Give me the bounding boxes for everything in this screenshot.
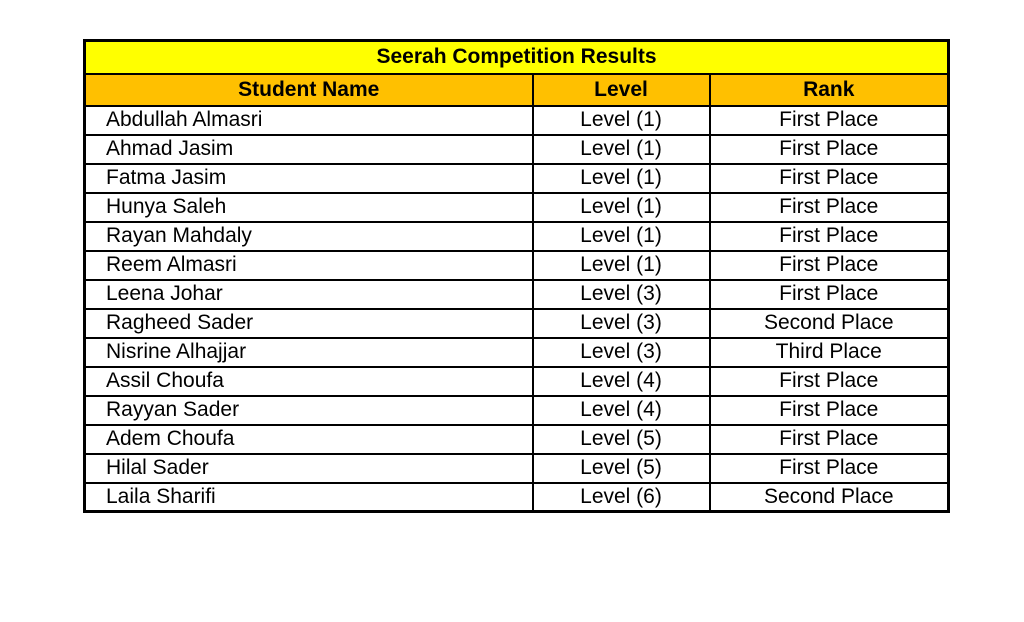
level-cell: Level (1) <box>533 135 710 164</box>
results-body <box>85 106 949 512</box>
rank-cell: First Place <box>710 135 949 164</box>
table-row <box>85 164 949 193</box>
rank-cell: Second Place <box>710 309 949 338</box>
level-cell: Level (1) <box>533 222 710 251</box>
table-row <box>85 425 949 454</box>
rank-cell: First Place <box>710 280 949 309</box>
header-rank: Rank <box>710 74 949 106</box>
rank-cell: First Place <box>710 367 949 396</box>
rank-cell: First Place <box>710 396 949 425</box>
rank-cell: Second Place <box>710 483 949 512</box>
student-name-cell: Hilal Sader <box>85 454 533 483</box>
table-row <box>85 483 949 512</box>
level-cell: Level (1) <box>533 164 710 193</box>
student-name-cell: Nisrine Alhajjar <box>85 338 533 367</box>
table-row <box>85 280 949 309</box>
results-table <box>83 39 950 513</box>
level-cell: Level (1) <box>533 251 710 280</box>
table-row <box>85 367 949 396</box>
table-row <box>85 222 949 251</box>
level-cell: Level (3) <box>533 338 710 367</box>
student-name-cell: Fatma Jasim <box>85 164 533 193</box>
level-cell: Level (5) <box>533 425 710 454</box>
rank-cell: Third Place <box>710 338 949 367</box>
table-row <box>85 193 949 222</box>
level-cell: Level (1) <box>533 106 710 135</box>
student-name-cell: Ragheed Sader <box>85 309 533 338</box>
student-name-cell: Assil Choufa <box>85 367 533 396</box>
table-title: Seerah Competition Results <box>85 41 949 74</box>
header-row <box>85 74 949 106</box>
rank-cell: First Place <box>710 454 949 483</box>
level-cell: Level (4) <box>533 367 710 396</box>
table-row <box>85 396 949 425</box>
level-cell: Level (4) <box>533 396 710 425</box>
table-row <box>85 135 949 164</box>
table-row <box>85 309 949 338</box>
header-student-name: Student Name <box>85 74 533 106</box>
title-row <box>85 41 949 74</box>
student-name-cell: Rayan Mahdaly <box>85 222 533 251</box>
rank-cell: First Place <box>710 222 949 251</box>
level-cell: Level (3) <box>533 280 710 309</box>
level-cell: Level (5) <box>533 454 710 483</box>
header-level: Level <box>533 74 710 106</box>
level-cell: Level (6) <box>533 483 710 512</box>
student-name-cell: Rayyan Sader <box>85 396 533 425</box>
rank-cell: First Place <box>710 251 949 280</box>
table-row <box>85 251 949 280</box>
student-name-cell: Reem Almasri <box>85 251 533 280</box>
rank-cell: First Place <box>710 106 949 135</box>
level-cell: Level (3) <box>533 309 710 338</box>
rank-cell: First Place <box>710 164 949 193</box>
level-cell: Level (1) <box>533 193 710 222</box>
table-row <box>85 106 949 135</box>
table-row <box>85 338 949 367</box>
student-name-cell: Hunya Saleh <box>85 193 533 222</box>
student-name-cell: Abdullah Almasri <box>85 106 533 135</box>
student-name-cell: Leena Johar <box>85 280 533 309</box>
student-name-cell: Adem Choufa <box>85 425 533 454</box>
rank-cell: First Place <box>710 425 949 454</box>
student-name-cell: Ahmad Jasim <box>85 135 533 164</box>
table-row <box>85 454 949 483</box>
rank-cell: First Place <box>710 193 949 222</box>
student-name-cell: Laila Sharifi <box>85 483 533 512</box>
